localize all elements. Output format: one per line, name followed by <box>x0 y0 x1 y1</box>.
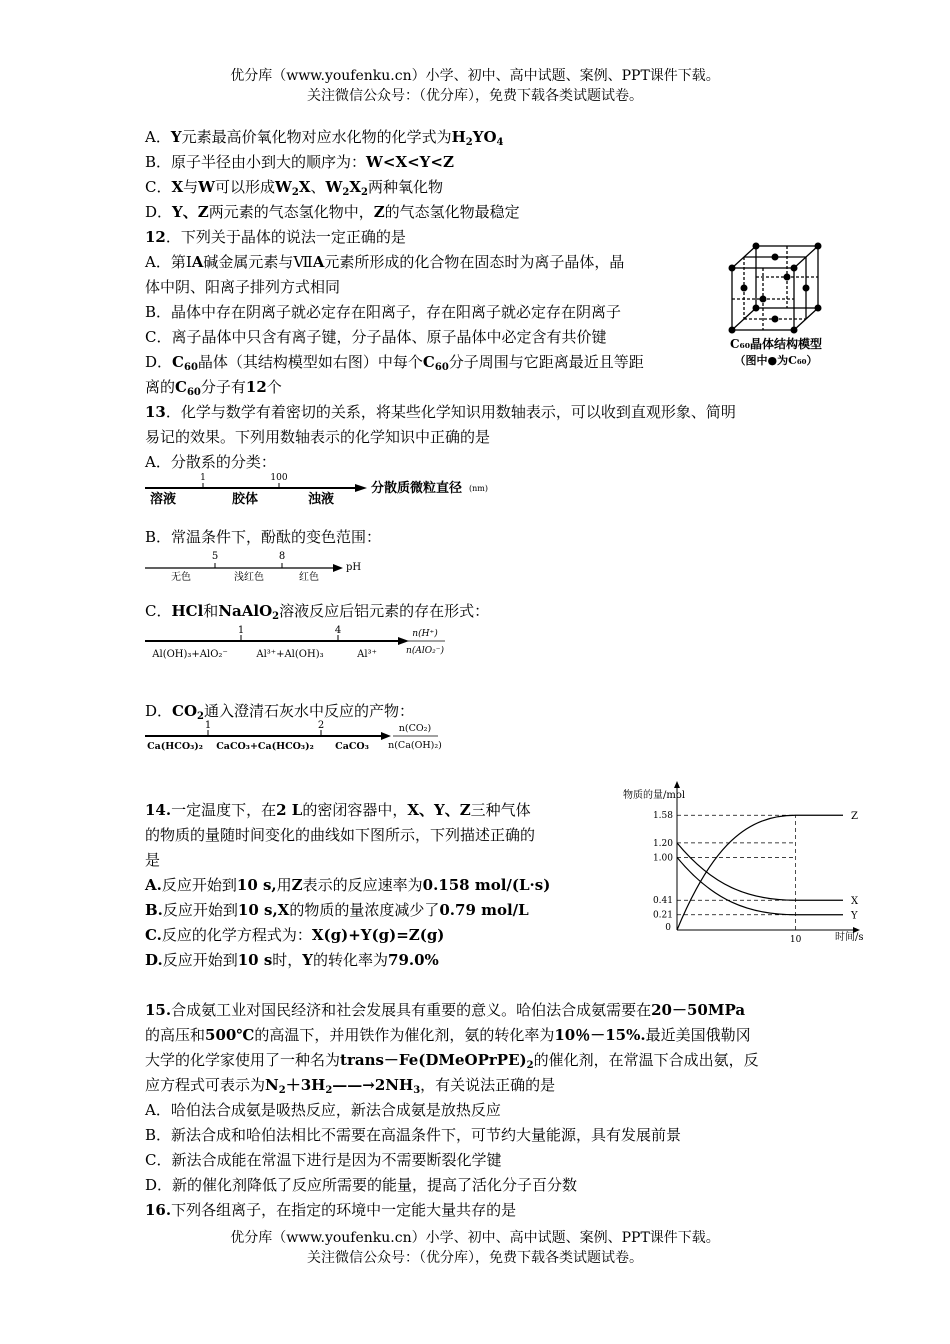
q13-option-c-label: C．HCl和NaAlO$_2$溶液反应后铝元素的存在形式： <box>145 602 490 622</box>
numberline-d-tick-2: 2 <box>317 720 325 731</box>
numberline-c-region-1: Al(OH)₃+AlO₂⁻ <box>152 649 228 660</box>
series-label-z: Z <box>851 811 858 823</box>
q14-option-d: D.反应开始到10 s时，Y的转化率为79.0% <box>145 951 439 969</box>
q15-line1: 15.合成氨工业对国民经济和社会发展具有重要的意义。哈伯法合成氨需要在20－50MPa <box>145 1001 746 1019</box>
q12-option-a-line2: 体中阴、阳离子排列方式相同 <box>145 278 341 296</box>
q13-stem-line1: 13．化学与数学有着密切的关系，将某些化学知识用数轴表示，可以收到直观形象、简明 <box>145 403 736 421</box>
q15-option-b: B．新法合成和哈伯法相比不需要在高温条件下，可节约大量能源，具有发展前景 <box>145 1126 682 1144</box>
numberline-c-tick-1: 1 <box>237 625 245 636</box>
numberline-b-region-2: 浅红色 <box>234 572 264 583</box>
numberline-a-tick-100: 100 <box>270 473 288 483</box>
series-label-x: X <box>851 896 859 908</box>
numberline-d-tick-1: 1 <box>204 720 212 731</box>
c60-caption-2: （图中●为C₆₀） <box>734 354 818 367</box>
c60-caption-1: C₆₀晶体结构模型 <box>729 337 823 351</box>
q13-stem-line2: 易记的效果。下列用数轴表示的化学知识中正确的是 <box>145 428 491 446</box>
q14-option-a: A.反应开始到10 s,用Z表示的反应速率为0.158 mol/(L·s) <box>145 876 551 894</box>
q12-option-b: B．晶体中存在阴离子就必定存在阳离子，存在阳离子就必定存在阴离子 <box>145 303 622 321</box>
x-tick-label-0: 0 <box>665 923 671 933</box>
y-tick-label-3: 0.41 <box>652 896 673 907</box>
numberline-c-unit-num: n(H⁺) <box>412 629 438 639</box>
series-label-y: Y <box>851 910 858 922</box>
numberline-b-region-3: 红色 <box>299 572 319 583</box>
q15-option-a: A．哈伯法合成氨是吸热反应，新法合成氨是放热反应 <box>145 1101 501 1119</box>
y-tick-label-2: 1.00 <box>652 853 673 864</box>
x-tick-label-1: 10 <box>789 935 802 945</box>
q14-option-b: B.反应开始到10 s,X的物质的量浓度减少了0.79 mol/L <box>145 901 529 919</box>
q15-line2: 的高压和500℃的高温下，并用铁作为催化剂，氨的转化率为10％－15%.最近美国俄勒冈 <box>145 1026 751 1044</box>
numberline-d-region-3: CaCO₃ <box>335 741 369 752</box>
q16-stem: 16.下列各组离子，在指定的环境中一定能大量共存的是 <box>145 1201 517 1219</box>
numberline-a-region-2: 胶体 <box>231 492 259 507</box>
series-line-y <box>677 857 843 914</box>
numberline-a-tick-1: 1 <box>200 473 206 483</box>
q11-option-d: D．Y、Z两元素的气态氢化物中，Z的气态氢化物最稳定 <box>145 203 520 221</box>
numberline-a-region-3: 浊液 <box>307 492 335 507</box>
q11-option-b: B．原子半径由小到大的顺序为：W<X<Y<Z <box>145 153 454 171</box>
numberline-c-tick-4: 4 <box>334 625 342 636</box>
series-line-x <box>677 843 843 900</box>
q12-stem: 12．下列关于晶体的说法一定正确的是 <box>145 228 406 246</box>
q11-option-a: A．Y元素最高价氧化物对应水化物的化学式为$H_2YO_4$ <box>145 128 504 148</box>
q12-option-d-line2: 离的$C_{60}$分子有12个 <box>145 378 282 398</box>
numberline-d-unit-num: n(CO₂) <box>398 723 432 734</box>
q12-option-d-line1: D．$C_{60}$晶体（其结构模型如右图）中每个$C_{60}$分子周围与它距离最近且等距 <box>145 353 644 373</box>
footer-line-1: 优分库（www.youfenku.cn）小学、初中、高中试题、案例、PPT课件下载。 <box>230 1230 720 1246</box>
q15-option-c: C．新法合成能在常温下进行是因为不需要断裂化学键 <box>145 1151 502 1169</box>
numberline-a-unit: 分散质微粒直径 <box>371 481 463 496</box>
y-tick-label-1: 1.20 <box>652 838 673 849</box>
numberline-a-region-1: 溶液 <box>149 492 177 507</box>
y-tick-label-0: 1.58 <box>652 811 673 822</box>
header-line-1: 优分库（www.youfenku.cn）小学、初中、高中试题、案例、PPT课件下载。 <box>230 68 720 84</box>
numberline-c-region-2: Al³⁺+Al(OH)₃ <box>256 649 324 660</box>
q14-option-c: C.反应的化学方程式为：X(g)+Y(g)=Z(g) <box>145 926 445 944</box>
numberline-b-tick-8: 8 <box>278 551 286 562</box>
numberline-b-region-1: 无色 <box>171 572 191 583</box>
q11-option-c: C．X与W可以形成$W_2X$、$W_2X_2$两种氧化物 <box>145 178 443 198</box>
q15-option-d: D．新的催化剂降低了反应所需要的能量，提高了活化分子百分数 <box>145 1176 578 1194</box>
numberline-c <box>145 623 465 667</box>
y-tick-label-4: 0.21 <box>652 910 673 921</box>
numberline-c-unit-den: n(AlO₂⁻) <box>406 646 444 656</box>
q14-stem-line1: 14.一定温度下，在2 L的密闭容器中，X、Y、Z三种气体 <box>145 801 531 819</box>
c60-crystal-figure <box>712 236 844 370</box>
chart-xlabel: 时间/s <box>835 932 864 943</box>
numberline-b <box>145 547 375 585</box>
q13-option-a-label: A．分散系的分类： <box>145 453 276 471</box>
header-line-2: 关注微信公众号：（优分库），免费下载各类试题试卷。 <box>307 88 643 104</box>
q13-option-b-label: B．常温条件下，酚酞的变色范围： <box>145 528 382 546</box>
q15-line4: 应方程式可表示为$N_2+3H_2——\to 2NH_3$，有关说法正确的是 <box>145 1076 556 1096</box>
q14-stem-line3: 是 <box>145 851 161 869</box>
series-line-z <box>677 815 843 930</box>
y-axis-arrow <box>674 781 680 788</box>
q14-stem-line2: 的物质的量随时间变化的曲线如下图所示，下列描述正确的 <box>145 826 536 844</box>
numberline-c-region-3: Al³⁺ <box>357 649 377 660</box>
footer-line-2: 关注微信公众号：（优分库），免费下载各类试题试卷。 <box>307 1250 643 1266</box>
chart-ylabel: 物质的量/mol <box>623 790 686 801</box>
numberline-b-unit: pH <box>346 562 362 573</box>
q12-option-c: C．离子晶体中只含有离子键，分子晶体、原子晶体中必定含有共价键 <box>145 328 607 346</box>
q13-option-d-label: D．$CO_2$通入澄清石灰水中反应的产物： <box>145 702 415 722</box>
numberline-b-tick-5: 5 <box>211 551 219 562</box>
q15-line3: 大学的化学家使用了一种名为$trans-Fe(DMeOPrPE)_2$的催化剂，在常温下合成出氨，反 <box>145 1051 759 1071</box>
numberline-a <box>145 470 505 510</box>
q12-option-a-line1: A．第ⅠA碱金属元素与ⅦA元素所形成的化合物在固态时为离子晶体，晶 <box>145 253 625 271</box>
numberline-d-unit-den: n(Ca(OH)₂) <box>388 740 442 751</box>
numberline-d <box>145 718 465 760</box>
numberline-a-unit-suffix: (nm) <box>469 484 488 493</box>
numberline-d-region-1: Ca(HCO₃)₂ <box>147 741 203 752</box>
numberline-d-region-2: CaCO₃+Ca(HCO₃)₂ <box>216 741 314 752</box>
q14-line-chart <box>615 778 885 948</box>
